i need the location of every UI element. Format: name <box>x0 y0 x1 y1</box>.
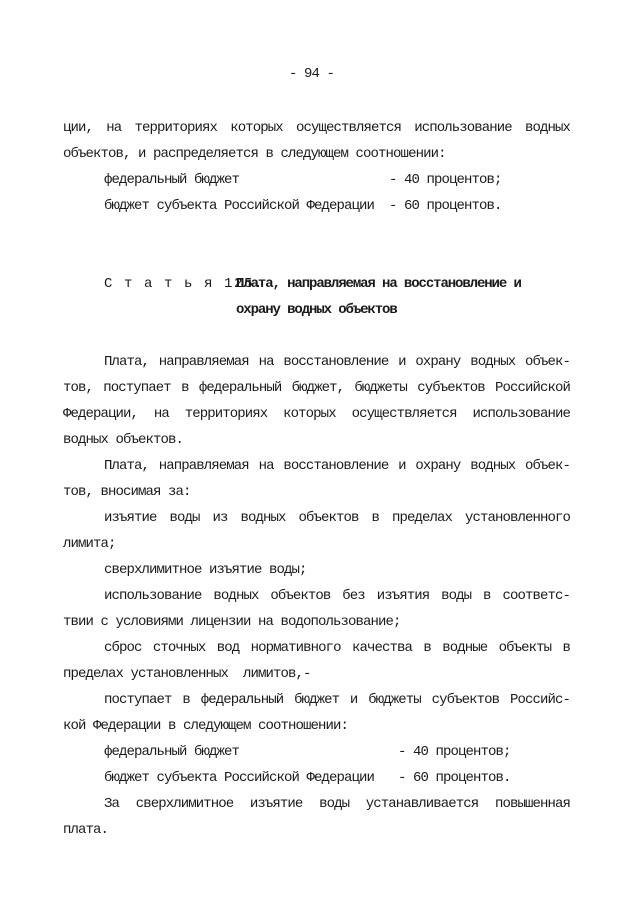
article-title-line: Плата, направляемая на восстановление и <box>236 276 521 292</box>
paragraph-line: сверхлимитное изъятие воды; <box>104 562 307 578</box>
distribution-value: - 60 процентов. <box>398 770 511 786</box>
paragraph-line: Плата, направляемая на восстановление и охрану водных объек- <box>104 354 570 370</box>
paragraph-line: объектов, и распределяется в следующем соотношении: <box>63 146 446 162</box>
paragraph-line: лимита; <box>63 536 116 552</box>
paragraph-line: ции, на территориях которых осуществляется использование водных <box>63 120 570 136</box>
paragraph-line: твии с условиями лицензии на водопользование; <box>63 614 401 630</box>
paragraph-line: поступает в федеральный бюджет и бюджеты субъектов Российс- <box>104 692 570 708</box>
paragraph-line: тов, поступает в федеральный бюджет, бюджеты субъектов Российской <box>63 380 570 396</box>
paragraph-line: тов, вносимая за: <box>63 484 191 500</box>
distribution-value: - 40 процентов; <box>398 744 511 760</box>
distribution-label: бюджет субъекта Российской Федерации <box>104 198 375 214</box>
paragraph-line: плата. <box>63 822 109 838</box>
article-title-line: охрану водных объектов <box>236 302 397 318</box>
article-prefix: С т а т ь я 125. <box>104 276 265 292</box>
distribution-label: бюджет субъекта Российской Федерации <box>104 770 375 786</box>
paragraph-line: пределах установленных лимитов,- <box>63 666 311 682</box>
page-number: - 94 - <box>289 66 335 82</box>
distribution-label: федеральный бюджет <box>104 172 240 188</box>
paragraph-line: водных объектов. <box>63 432 184 448</box>
paragraph-line: За сверхлимитное изъятие воды устанавливается повышенная <box>104 796 570 812</box>
distribution-value: - 40 процентов; <box>389 172 502 188</box>
distribution-value: - 60 процентов. <box>389 198 502 214</box>
paragraph-line: кой Федерации в следующем соотношении: <box>63 718 349 734</box>
paragraph-line: сброс сточных вод нормативного качества в водные объекты в <box>104 640 570 656</box>
distribution-label: федеральный бюджет <box>104 744 240 760</box>
paragraph-line: Плата, направляемая на восстановление и охрану водных объек- <box>104 458 570 474</box>
paragraph-line: использование водных объектов без изъятия воды в соответс- <box>104 588 570 604</box>
paragraph-line: Федерации, на территориях которых осуществляется использование <box>63 406 570 422</box>
paragraph-line: изъятие воды из водных объектов в пределах установленного <box>104 510 570 526</box>
